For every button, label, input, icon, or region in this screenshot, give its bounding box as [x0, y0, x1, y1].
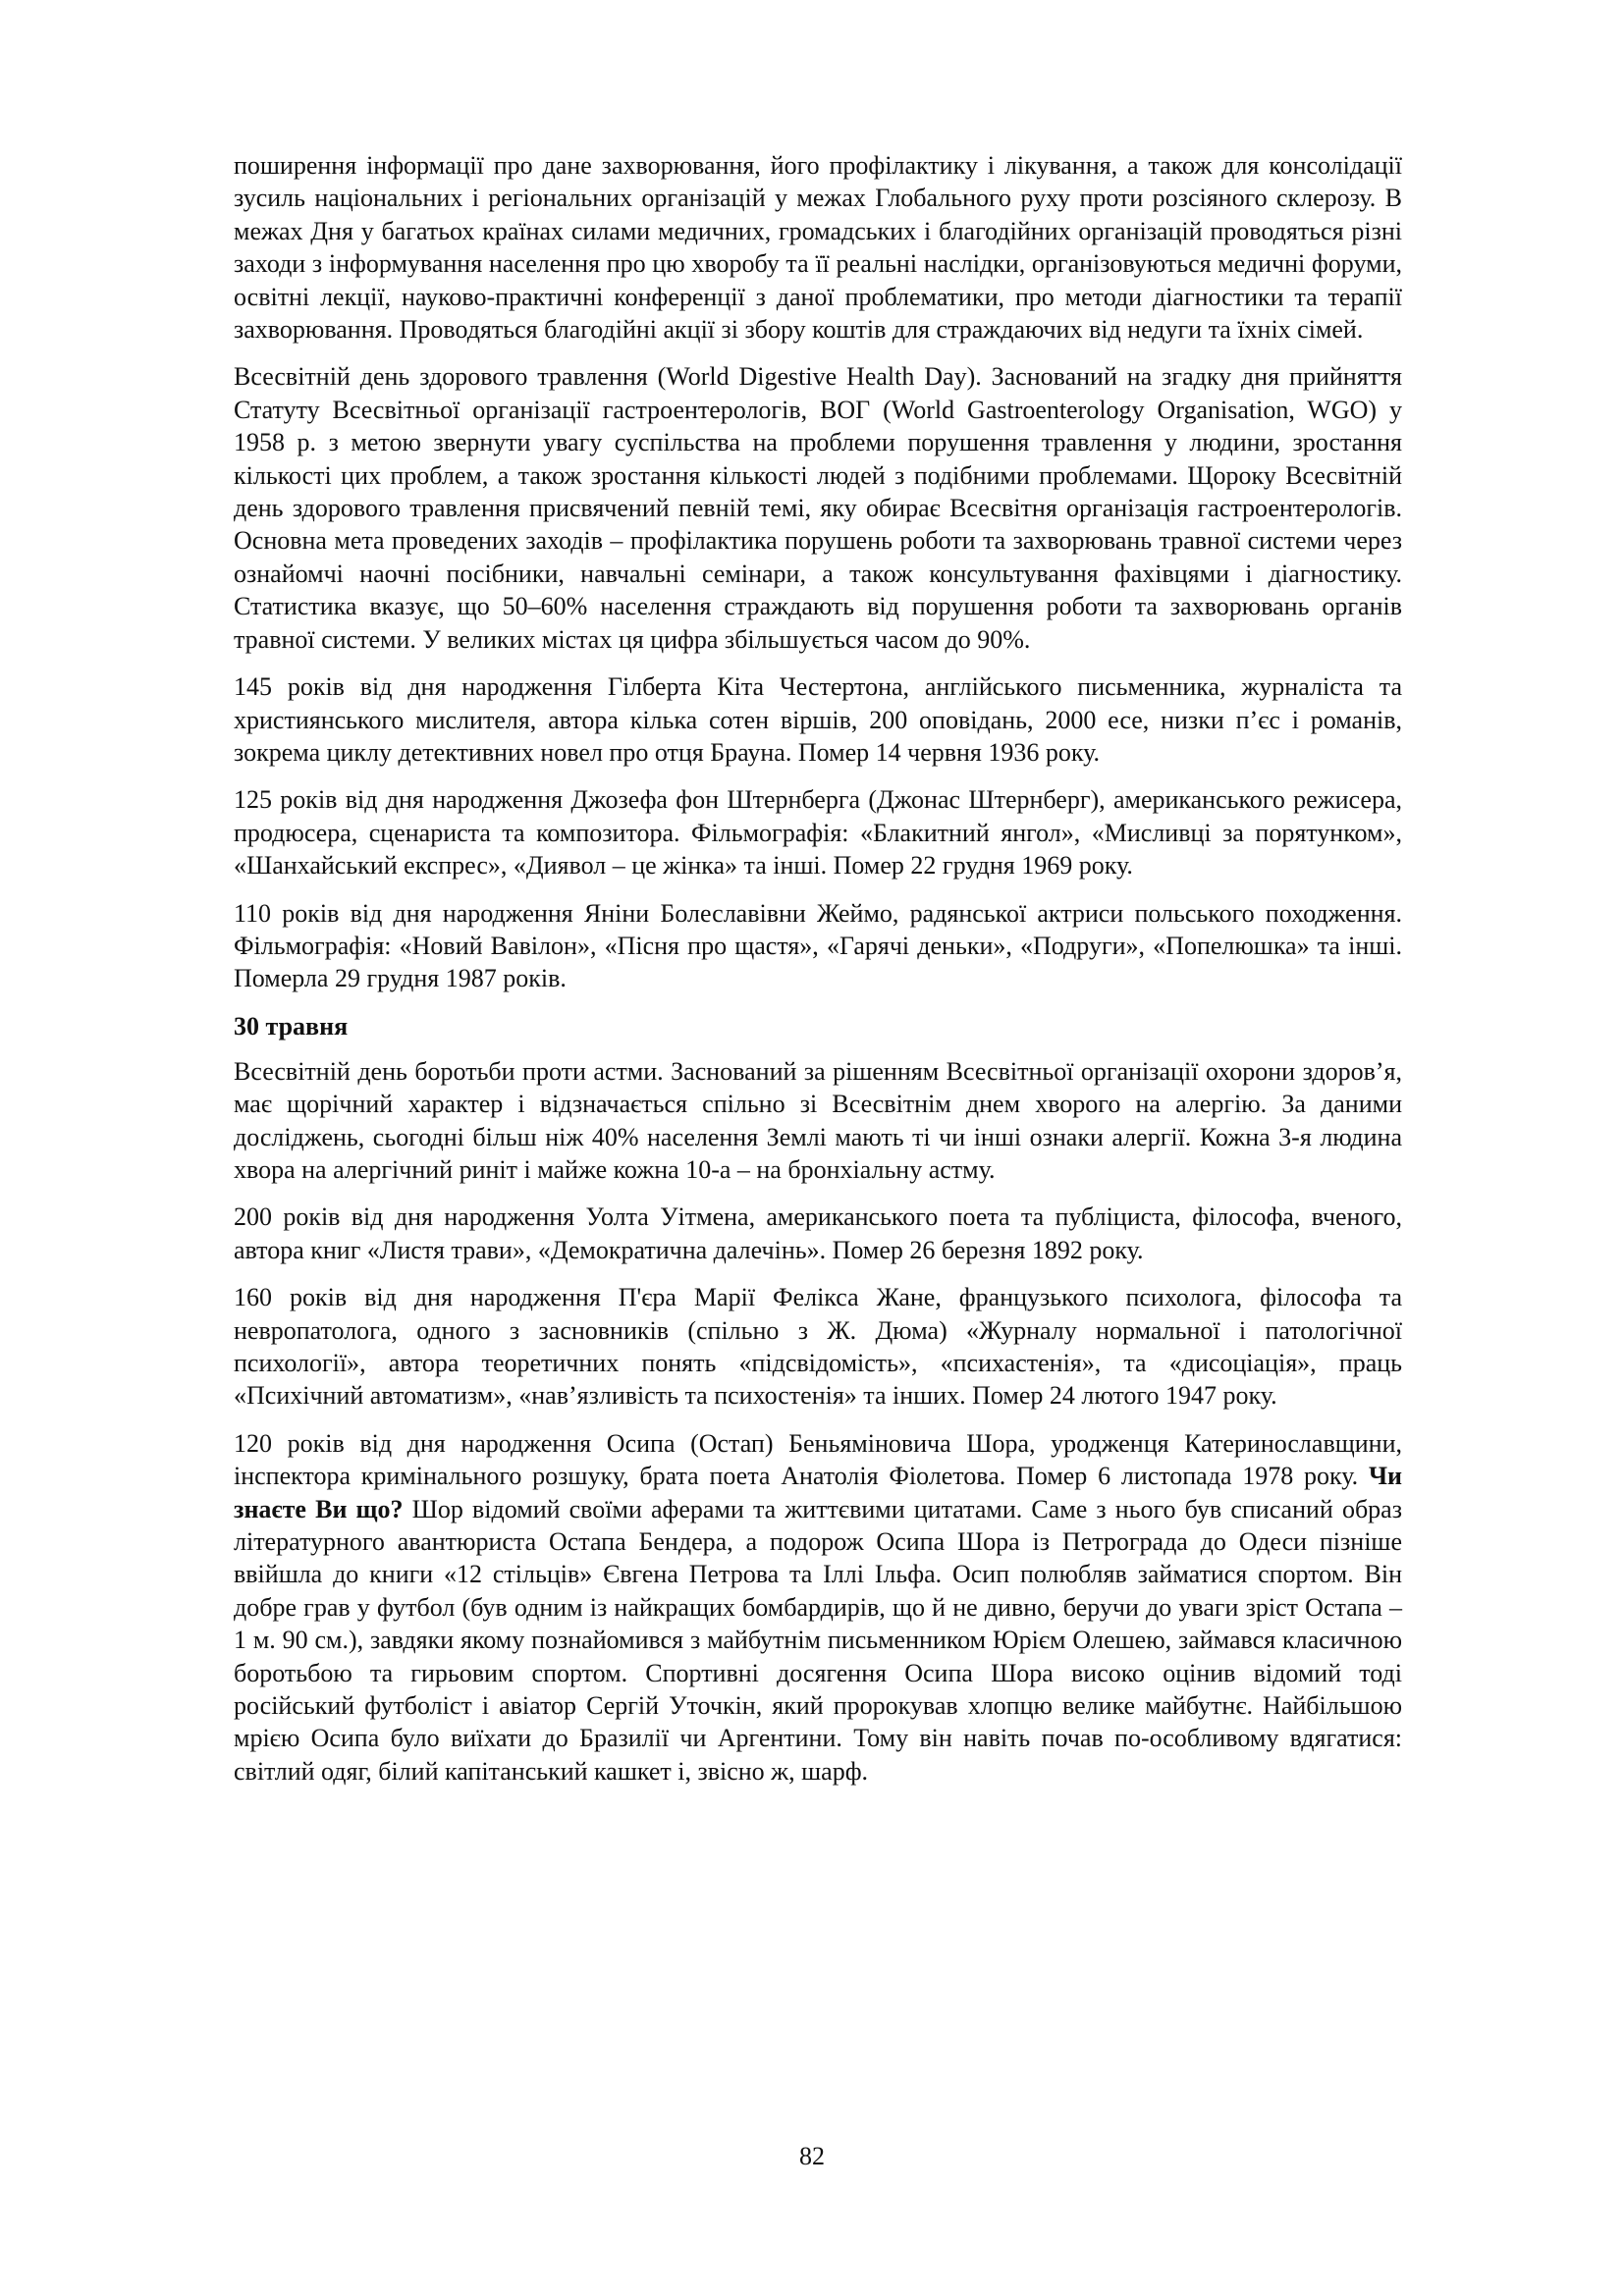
page-number: 82: [799, 2142, 825, 2170]
section-heading-may-30: 30 травня: [234, 1011, 349, 1041]
page-content: [234, 149, 1402, 1802]
paragraph-shor: [234, 1427, 1402, 1788]
paragraph-chesterton: 145 років від дня народження Гілберта Кіта Честертона, англійського письменника, журналіста та християнського мислителя, автора кілька сотен віршів, 200 оповідань, 2000 есе, низки п’єс і романів, зокрема циклу детективних новел про отця Брауна. Помер 14 червня 1936 року.: [234, 672, 1402, 767]
paragraph-digestive-health-day: Всесвітній день здорового травлення (World Digestive Health Day). Заснований на згадку дня прийняття Статуту Всесвітньої організації гастроентерологів, ВОГ (World Gastroenterology Organisation, WGO) у 1958 р. з метою звернути увагу суспільства на проблеми порушення травлення у людини, зростання кількості цих проблем, а також зростання кількості людей з подібними проблемами. Щороку Всесвітній день здорового травлення присвячений певній темі, яку обирає Всесвітня організація гастроентерологів. Основна мета проведених заходів – профілактика порушень роботи та захворювань травної системи через ознайомчі наочні посібники, навчальні семінари, а також консультування фахівцями і діагностику. Статистика вказує, що 50–60% населення страждають від порушення роботи та захворювань органів травної системи. У великих містах ця цифра збільшується часом до 90%.: [234, 362, 1402, 654]
shor-text-story: Шор відомий своїми аферами та життєвими цитатами. Саме з нього був списаний образ літературного авантюриста Остапа Бендера, а подорож Осипа Шора із Петрограда до Одеси пізніше ввійшла до книги «12 стільців» Євгена Петрова та Іллі Ільфа. Осип полюбляв займатися спортом. Він добре грав у футбол (був одним із найкращих бомбардирів, що й не дивно, беручи до уваги зріст Остапа – 1 м. 90 см.), завдяки якому познайомився з майбутнім письменником Юрієм Олешею, займався класичною боротьбою та гирьовим спортом. Спортивні досягення Осипа Шора високо оцінив відомий тоді російський футболіст і авіатор Сергій Уточкін, який пророкував хлопцю велике майбутнє. Найбільшою мрією Осипа було виїхати до Бразилії чи Аргентини. Тому він навіть почав по-особливому вдягатися: світлий одяг, білий капітанський кашкет і, звісно ж, шарф.: [234, 1494, 1402, 1786]
did-you-know-label: Чи знаєте Ви що?: [234, 1462, 1402, 1523]
paragraph-zheimo: 110 років від дня народження Яніни Болеславівни Жеймо, радянської актриси польського походження. Фільмографія: «Новий Вавілон», «Пісня про щастя», «Гарячі деньки», «Подруги», «Попелюшка» та інші. Померла 29 грудня 1987 років.: [234, 898, 1402, 993]
paragraph-sternberg: 125 років від дня народження Джозефа фон Штернберга (Джонас Штернберг), американського режисера, продюсера, сценариста та композитора. Фільмографія: «Блакитний янгол», «Мисливці за порятунком», «Шанхайський експрес», «Диявол – це жінка» та інші. Помер 22 грудня 1969 року.: [234, 785, 1402, 881]
shor-text-intro: 120 років від дня народження Осипа (Остап) Беньяміновича Шора, уродженця Катеринославщини, інспектора кримінального розшуку, брата поета Анатолія Фіолетова. Помер 6 листопада 1978 року.: [234, 1428, 1402, 1491]
paragraph-whitman: 200 років від дня народження Уолта Уітмена, американського поета та публіциста, філософа, вченого, автора книг «Листя трави», «Демократична далечінь». Помер 26 березня 1892 року.: [234, 1202, 1402, 1264]
paragraph-asthma-day: Всесвітній день боротьби проти астми. Заснований за рішенням Всесвітньої організації охорони здоров’я, має щорічний характер і відзначається спільно зі Всесвітнім днем хворого на алергію. За даними досліджень, сьогодні більш ніж 40% населення Землі мають ті чи інші ознаки алергії. Кожна 3-я людина хвора на алергічний риніт і майже кожна 10-а – на бронхіальну астму.: [234, 1056, 1402, 1184]
paragraph-ms-day-continuation: поширення інформації про дане захворювання, його профілактику і лікування, а також для консолідації зусиль національних і регіональних організацій у межах Глобального руху проти розсіяного склерозу. В межах Дня у багатьох країнах силами медичних, громадських і благодійних організацій проводяться різні заходи з інформування населення про цю хворобу та її реальні наслідки, організовуються медичні форуми, освітні лекції, науково-практичні конференції з даної проблематики, про методи діагностики та терапії захворювання. Проводяться благодійні акції зі збору коштів для страждаючих від недуги та їхніх сімей.: [234, 151, 1402, 345]
paragraph-janet: 160 років від дня народження П'єра Марії Фелікса Жане, французького психолога, філософа та невропатолога, одного з засновників (спільно з Ж. Дюма) «Журналу нормальної і патологічної психології», автора теоретичних понять «підсвідомість», «психастенія», та «дисоціація», праць «Психічний автоматизм», «нав’язливість та психостенія» та інших. Помер 24 лютого 1947 року.: [234, 1283, 1402, 1411]
